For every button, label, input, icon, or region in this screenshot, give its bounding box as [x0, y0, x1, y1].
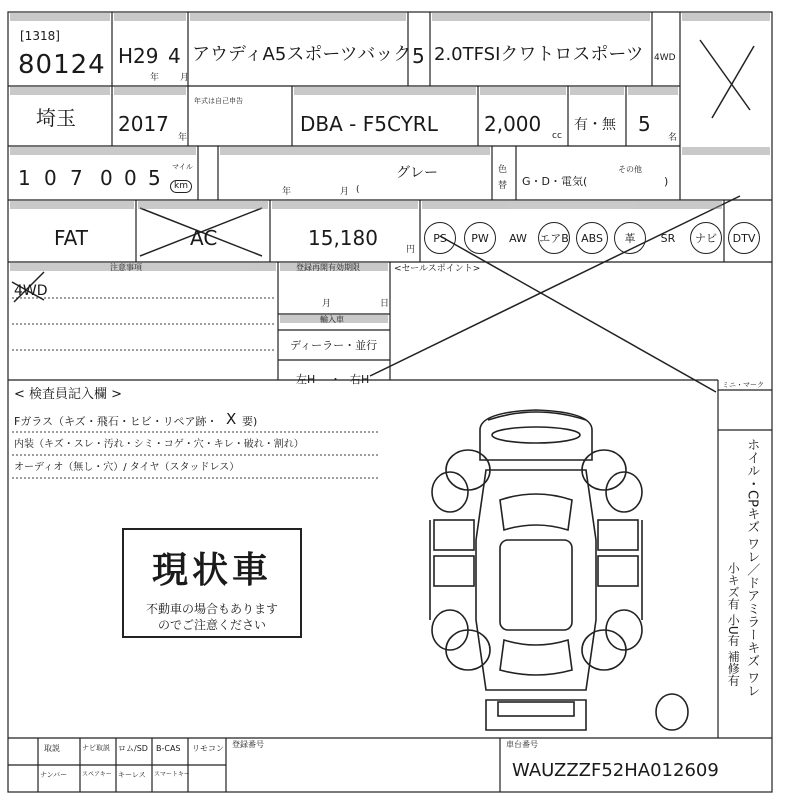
equip-keyless: キーレス	[118, 771, 146, 779]
registration-month: 月	[322, 299, 332, 309]
paint-other: その他	[618, 165, 642, 174]
option-navi: ナビ	[690, 222, 722, 254]
option-ps: PS	[424, 222, 456, 254]
side-column-1: ホイル・CPキズ ワレ／ドアミラーキズ ワレ	[744, 438, 760, 698]
model-year-note: 年式は自己申告	[194, 97, 243, 105]
option-dtv: DTV	[728, 222, 760, 254]
shaken-year: 年	[282, 187, 292, 197]
sales-point-label: <セールスポイント>	[394, 264, 481, 274]
option-abs: ABS	[576, 222, 608, 254]
side-header: ミニ・マーク	[722, 381, 764, 389]
odo-digit: 0	[100, 166, 113, 190]
mile-unit: マイル	[172, 163, 193, 171]
chassis-label: 車台番号	[506, 740, 538, 749]
drive-type: 4WD	[654, 53, 676, 63]
equip-bcas: B-CAS	[156, 744, 181, 753]
equip-remote: リモコン	[192, 744, 224, 753]
registration-number-label: 登録番号	[232, 740, 264, 749]
interior-line: 内装（キズ・スレ・汚れ・シミ・コゲ・穴・キレ・破れ・割れ）	[14, 439, 304, 450]
audio-tire-line: オーディオ（無し・穴）/ タイヤ（スタッドレス）	[14, 462, 240, 473]
color-label: 色	[498, 165, 508, 175]
fglass-prefix: Fガラス（キズ・飛石・ヒビ・リペア跡・	[14, 415, 218, 428]
transmission: FAT	[54, 226, 89, 250]
stamp-line-2: のでご注意ください	[157, 618, 266, 632]
shaken-month: 月	[340, 187, 350, 197]
notes-label: 注意事項	[110, 263, 142, 272]
model-name: アウディA5スポーツバック	[192, 44, 412, 65]
equip-navi-manual: ナビ取説	[82, 744, 110, 752]
fglass-suffix: 要)	[242, 415, 258, 428]
option-pw: PW	[464, 222, 496, 254]
month-unit: 月	[180, 73, 190, 83]
equip-smart-key: スマートキー	[154, 771, 190, 778]
cc-unit: cc	[552, 131, 562, 141]
air-conditioning: AC	[190, 226, 218, 250]
odo-digit: 5	[148, 166, 161, 190]
option-aw: AW	[509, 231, 527, 245]
side-column-2: 小キズ有 小U有 補修有	[726, 562, 741, 687]
reg-month: 4	[168, 44, 181, 68]
odo-digit: 0	[44, 166, 57, 190]
fglass-mark: X	[226, 410, 237, 428]
notes-content: 4WD	[14, 283, 48, 299]
insurance: 有・無	[574, 117, 616, 133]
odo-digit: 0	[124, 166, 137, 190]
equip-rom-sd: ロム/SD	[118, 744, 148, 753]
shaken-paren: (	[356, 185, 360, 195]
grade: 2.0TFSIクワトロスポーツ	[434, 44, 644, 65]
odo-digit: 7	[70, 166, 83, 190]
equip-manual: 取説	[44, 744, 60, 753]
recycle-unit: 円	[406, 245, 416, 255]
km-unit: km	[170, 180, 192, 193]
vin: WAUZZZF52HA012609	[512, 760, 719, 781]
paint-type: G・D・電気(	[522, 175, 588, 188]
equip-spare-key: スペアキー	[82, 771, 112, 778]
as-is-stamp	[122, 528, 302, 638]
option-airbag: エアB	[538, 222, 570, 254]
paint-close: )	[664, 175, 669, 188]
odo-digit: 1	[18, 166, 31, 190]
steering-left: 左H	[296, 373, 316, 386]
inspector-title: < 検査員記入欄 >	[14, 387, 123, 402]
score	[700, 40, 701, 41]
stamp-title: 現状車	[151, 550, 272, 591]
car-diagram	[430, 410, 688, 730]
option-leather: 革	[614, 222, 646, 254]
steering-right: 右H	[350, 373, 370, 386]
color: グレー	[396, 165, 438, 181]
capacity-unit: 名	[668, 133, 678, 143]
era-year: H29	[118, 44, 159, 68]
import-label: 輸入車	[320, 315, 344, 324]
capacity: 5	[638, 112, 651, 136]
region: 埼玉	[36, 106, 76, 130]
lot-number: 80124	[18, 50, 106, 80]
stamp-line-1: 不動車の場合もあります	[145, 602, 278, 616]
model-code: DBA - F5CYRL	[300, 112, 438, 136]
recycle-fee: 15,180	[308, 226, 378, 250]
option-sunroof: SR	[660, 231, 676, 245]
lot-prefix: [1318]	[20, 29, 60, 43]
displacement: 2,000	[484, 112, 542, 136]
registration-expiry-label: 登録再開有効期限	[296, 263, 360, 272]
registration-day: 日	[380, 299, 390, 309]
doors: 5	[412, 44, 425, 68]
model-year-unit: 年	[178, 133, 188, 143]
model-year: 2017	[118, 112, 169, 136]
steering-sep: ・	[330, 373, 341, 386]
year-unit: 年	[150, 73, 160, 83]
color-label-2: 替	[498, 181, 508, 191]
equip-plate: ナンバー	[40, 771, 68, 779]
dealer-type: ディーラー・並行	[290, 339, 378, 352]
